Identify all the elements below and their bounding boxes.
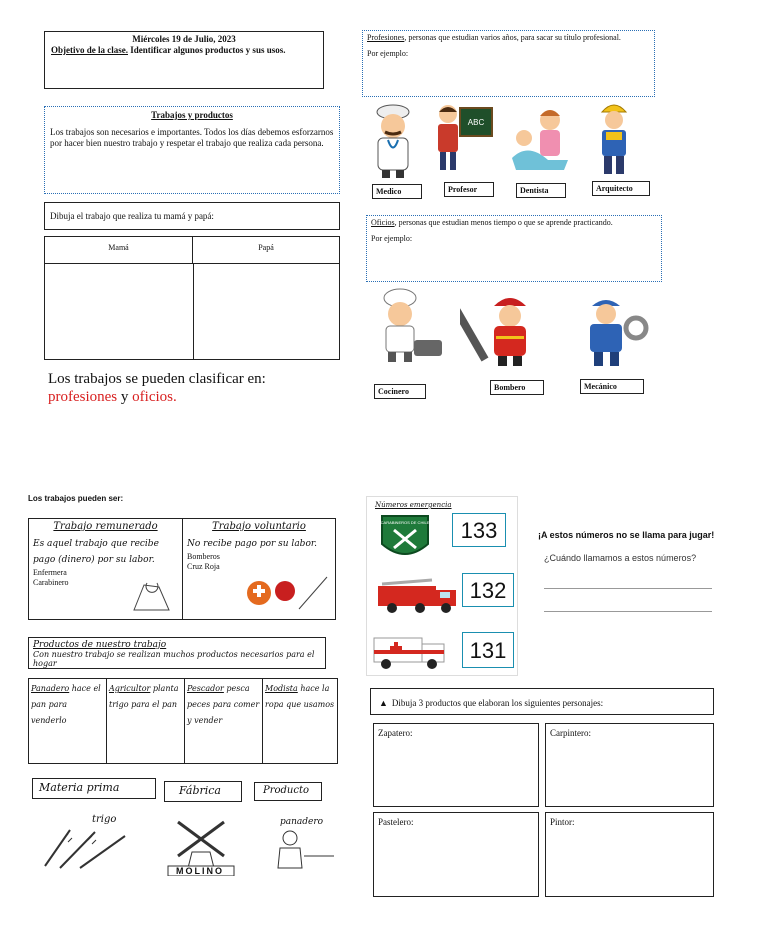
phone-133: 133 [452, 513, 506, 547]
zapatero-label: Zapatero: [378, 728, 413, 738]
papa-header: Papá [193, 237, 339, 264]
table-divider [193, 264, 194, 359]
draw-task-box [44, 202, 340, 230]
emergencia-label: Números emergencia [375, 501, 452, 509]
objective-label: Objetivo de la clase. [51, 45, 128, 55]
clasificar-y: y [117, 389, 133, 405]
remunerado-text: Es aquel trabajo que recibe pago (dinero) por su labor. [33, 539, 159, 565]
answer-line-1 [544, 588, 712, 589]
pastelero-cell[interactable] [373, 812, 539, 897]
voluntario-example-0: Bomberos [187, 552, 220, 561]
dentista-illustration [508, 102, 572, 176]
parents-table [44, 236, 340, 360]
label-cocinero: Cocinero [374, 384, 426, 399]
remunerado-panel [29, 519, 183, 619]
mama-header: Mamá [45, 237, 193, 264]
badge-text: CARABINEROS DE CHILE [380, 520, 430, 525]
productos-text: Con nuestro trabajo se realizan muchos productos necesarios para el hogar [33, 650, 315, 668]
pintor-label: Pintor: [550, 817, 575, 827]
carabineros-badge [378, 514, 432, 564]
panadero-label: panadero [280, 817, 324, 827]
agricultor-cell: Agricultor planta trigo para el pan [107, 679, 185, 763]
objective-text: Identificar algunos productos y sus usos. [128, 45, 286, 55]
medico-illustration [368, 100, 418, 180]
dibuja3-arrow-icon: ▲ [379, 698, 388, 708]
voluntario-text: No recibe pago por su labor. [187, 539, 318, 549]
oficios-text: , personas que estudian menos tiempo o que se aprende practicando. [394, 218, 613, 227]
clasificar-prefix: Los trabajos se pueden clasificar en: [48, 371, 266, 387]
pintor-cell[interactable] [545, 812, 714, 897]
profesiones-example: Por ejemplo: [367, 49, 409, 58]
voluntario-panel [183, 519, 335, 619]
remunerado-example-0: Enfermera [33, 568, 67, 577]
voluntario-example-1: Cruz Roja [187, 562, 220, 571]
remunerado-title: Trabajo remunerado [53, 521, 158, 532]
pastelero-label: Pastelero: [378, 817, 414, 827]
materia-prima-box: Materia prima [32, 778, 156, 799]
clasificar-profesiones: profesiones [48, 389, 118, 405]
mecanico-illustration [566, 292, 662, 368]
draw-task-text: Dibuja el trabajo que realiza tu mamá y papá: [50, 211, 214, 221]
panadero-sketch [264, 828, 338, 870]
pescador-cell: Pescador pesca peces para comer y vender [185, 679, 263, 763]
voluntario-title: Trabajo voluntario [212, 521, 306, 532]
oficios-title: Oficios [371, 218, 395, 227]
dibuja3-box [370, 688, 714, 715]
fabrica-box: Fábrica [164, 781, 242, 802]
trigo-label: trigo [92, 814, 117, 825]
oficios-box [366, 215, 662, 282]
productos-box [28, 637, 326, 669]
profesiones-text: , personas que estudian varios años, para sacar su título profesional. [404, 33, 621, 42]
arquitecto-illustration [594, 98, 634, 178]
zapatero-cell[interactable] [373, 723, 539, 807]
emergencia-headline: ¡A estos números no se llama para jugar! [538, 530, 715, 540]
svg-text:ABC: ABC [467, 118, 485, 127]
cocinero-illustration [366, 288, 456, 368]
trabajos-box [44, 106, 340, 194]
productos-title: Productos de nuestro trabajo [33, 640, 167, 650]
phone-131: 131 [462, 632, 514, 668]
cruz-roja-sketch [239, 569, 333, 617]
label-bombero: Bombero [490, 380, 544, 395]
label-dentista: Dentista [516, 183, 566, 198]
dibuja3-title: Dibuja 3 productos que elaboran los siguientes personajes: [391, 698, 604, 708]
panadero-cell: Panadero hace el pan para venderlo [29, 679, 107, 763]
clasificar-oficios: oficios. [132, 389, 177, 405]
producto-box: Producto [254, 782, 322, 801]
trabajos-pueden-ser-title: Los trabajos pueden ser: [28, 494, 124, 503]
header-box [44, 31, 324, 89]
label-mecanico: Mecánico [580, 379, 644, 394]
phone-132: 132 [462, 573, 514, 607]
label-arquitecto: Arquitecto [592, 181, 650, 196]
modista-cell: Modista hace la ropa que usamos [265, 684, 335, 709]
carpintero-label: Carpintero: [550, 728, 591, 738]
profesiones-box [362, 30, 655, 97]
enfermera-sketch [129, 575, 179, 615]
trabajos-text: Los trabajos son necesarios e importantes. Todos los días debemos esforzarnos por hacer bien nuestro trabajo y respetar el trabajo que realiza cada persona. [50, 127, 334, 148]
remunerado-example-1: Carabinero [33, 578, 69, 587]
clasificar-text [48, 370, 348, 406]
bombero-illustration [460, 290, 560, 368]
trabajos-title: Trabajos y productos [151, 110, 233, 120]
label-profesor: Profesor [444, 182, 494, 197]
profesor-illustration [432, 100, 494, 176]
fire-truck-icon [376, 578, 460, 616]
ambulance-icon [372, 632, 448, 672]
profesiones-title: Profesiones [367, 33, 405, 42]
molino-label: MOLINO [176, 866, 224, 876]
date-text: Miércoles 19 de Julio, 2023 [132, 34, 236, 44]
oficios-example: Por ejemplo: [371, 234, 413, 243]
label-medico: Medico [372, 184, 422, 199]
trigo-sketch [40, 826, 140, 870]
objective-line [51, 45, 317, 56]
carpintero-cell[interactable] [545, 723, 714, 807]
emergencia-question: ¿Cuándo llamamos a estos números? [544, 553, 697, 563]
productos-grid [28, 678, 338, 764]
answer-line-2 [544, 611, 712, 612]
tipos-trabajo-box [28, 518, 336, 620]
